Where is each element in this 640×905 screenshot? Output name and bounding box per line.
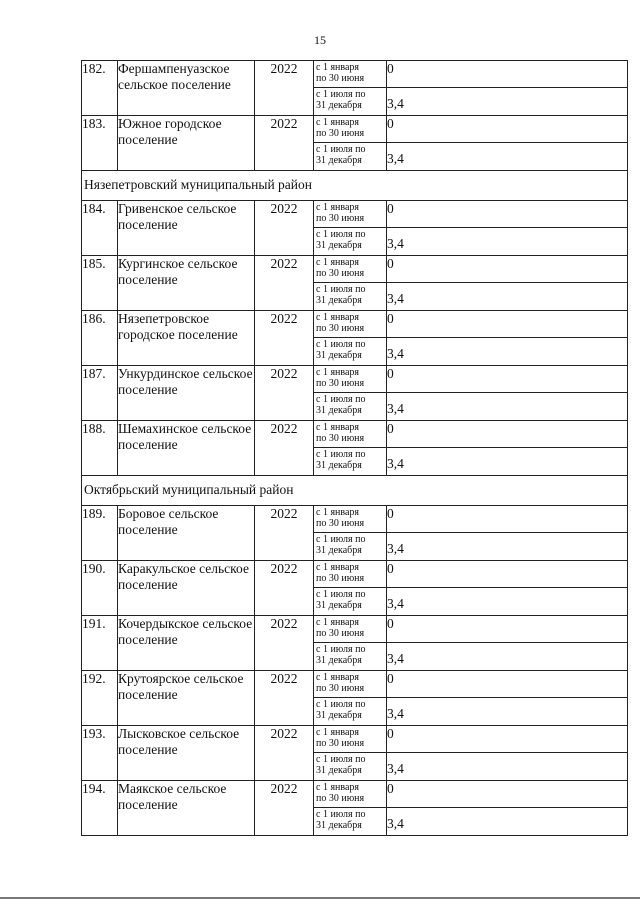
entry-year: 2022 [255, 561, 314, 616]
period-line: с 1 июля по [316, 534, 366, 545]
period-cell-second [314, 338, 387, 366]
settlement-name: Кургинское сельское поселение [118, 256, 255, 311]
value-first-half: 0 [387, 311, 628, 338]
period-line: с 1 июля по [316, 644, 366, 655]
period-cell-first [314, 311, 387, 338]
value-second-half: 3,4 [387, 753, 628, 781]
entry-number: 186. [82, 311, 118, 366]
table-row [82, 366, 628, 393]
period-line: 31 декабря [316, 710, 362, 721]
settlement-name: Южное городское поселение [118, 116, 255, 171]
period-line: 31 декабря [316, 820, 362, 831]
value-first-half: 0 [387, 561, 628, 588]
period-line: с 1 января [316, 617, 360, 628]
settlement-name: Маякское сельское поселение [118, 781, 255, 836]
entry-number: 190. [82, 561, 118, 616]
value-first-half: 0 [387, 201, 628, 228]
entry-year: 2022 [255, 616, 314, 671]
table-row [82, 781, 628, 808]
table-row [82, 561, 628, 588]
value-first-half: 0 [387, 421, 628, 448]
period-cell-second [314, 588, 387, 616]
value-second-half: 3,4 [387, 228, 628, 256]
period-line: с 1 января [316, 562, 360, 573]
period-cell-first [314, 561, 387, 588]
period-line: по 30 июня [316, 573, 365, 584]
period-line: с 1 января [316, 422, 360, 433]
period-cell-second [314, 228, 387, 256]
period-line: с 1 января [316, 367, 360, 378]
entry-year: 2022 [255, 506, 314, 561]
period-cell-second [314, 448, 387, 476]
entry-number: 182. [82, 61, 118, 116]
period-cell-second [314, 88, 387, 116]
period-line: с 1 июля по [316, 144, 366, 155]
period-line: 31 декабря [316, 295, 362, 306]
period-cell-second [314, 393, 387, 421]
period-line: 31 декабря [316, 240, 362, 251]
period-line: 31 декабря [316, 405, 362, 416]
period-line: по 30 июня [316, 268, 365, 279]
table-row [82, 61, 628, 88]
period-line: 31 декабря [316, 655, 362, 666]
period-cell-second [314, 283, 387, 311]
period-cell-first [314, 781, 387, 808]
period-line: 31 декабря [316, 600, 362, 611]
value-second-half: 3,4 [387, 338, 628, 366]
period-line: по 30 июня [316, 793, 365, 804]
value-first-half: 0 [387, 366, 628, 393]
period-line: по 30 июня [316, 128, 365, 139]
value-first-half: 0 [387, 616, 628, 643]
value-second-half: 3,4 [387, 808, 628, 836]
value-first-half: 0 [387, 116, 628, 143]
period-cell-second [314, 808, 387, 836]
entry-year: 2022 [255, 311, 314, 366]
entry-year: 2022 [255, 116, 314, 171]
period-line: с 1 января [316, 507, 360, 518]
period-line: с 1 января [316, 312, 360, 323]
value-first-half: 0 [387, 671, 628, 698]
page-number: 15 [314, 33, 326, 47]
period-line: с 1 июля по [316, 449, 366, 460]
table-row [82, 671, 628, 698]
settlement-name: Кочердыкское сельское поселение [118, 616, 255, 671]
table-row [82, 506, 628, 533]
period-line: с 1 июля по [316, 754, 366, 765]
entry-year: 2022 [255, 256, 314, 311]
period-line: с 1 июля по [316, 89, 366, 100]
table-row [82, 421, 628, 448]
entry-number: 189. [82, 506, 118, 561]
period-line: с 1 января [316, 727, 360, 738]
period-line: по 30 июня [316, 738, 365, 749]
period-line: 31 декабря [316, 155, 362, 166]
period-cell-first [314, 366, 387, 393]
value-second-half: 3,4 [387, 448, 628, 476]
period-line: с 1 января [316, 202, 360, 213]
period-line: по 30 июня [316, 73, 365, 84]
period-line: с 1 июля по [316, 284, 366, 295]
tariff-table-body [82, 61, 628, 836]
table-row [82, 616, 628, 643]
value-second-half: 3,4 [387, 143, 628, 171]
entry-year: 2022 [255, 781, 314, 836]
period-line: 31 декабря [316, 350, 362, 361]
period-cell-first [314, 201, 387, 228]
value-first-half: 0 [387, 61, 628, 88]
value-second-half: 3,4 [387, 588, 628, 616]
period-line: 31 декабря [316, 545, 362, 556]
value-second-half: 3,4 [387, 393, 628, 421]
entry-number: 194. [82, 781, 118, 836]
period-cell-first [314, 616, 387, 643]
entry-year: 2022 [255, 61, 314, 116]
period-cell-first [314, 61, 387, 88]
settlement-name: Боровое сельское поселение [118, 506, 255, 561]
settlement-name: Лысковское сельское поселение [118, 726, 255, 781]
settlement-name: Гривенское сельское поселение [118, 201, 255, 256]
settlement-name: Фершампенуазское сельское поселение [118, 61, 255, 116]
district-name: Октябрьский муниципальный район [82, 476, 628, 506]
period-line: с 1 июля по [316, 339, 366, 350]
entry-year: 2022 [255, 201, 314, 256]
value-second-half: 3,4 [387, 283, 628, 311]
value-first-half: 0 [387, 506, 628, 533]
period-line: с 1 июля по [316, 809, 366, 820]
period-cell-second [314, 643, 387, 671]
entry-year: 2022 [255, 366, 314, 421]
district-name: Нязепетровский муниципальный район [82, 171, 628, 201]
period-line: с 1 января [316, 672, 360, 683]
entry-number: 188. [82, 421, 118, 476]
period-line: по 30 июня [316, 323, 365, 334]
table-row [82, 311, 628, 338]
period-cell-second [314, 698, 387, 726]
tariff-table [81, 60, 628, 836]
period-line: с 1 января [316, 62, 360, 73]
scan-bottom-edge [0, 897, 640, 899]
period-line: 31 декабря [316, 460, 362, 471]
period-line: с 1 января [316, 257, 360, 268]
period-cell-second [314, 143, 387, 171]
period-cell-first [314, 671, 387, 698]
period-line: с 1 июля по [316, 394, 366, 405]
entry-number: 184. [82, 201, 118, 256]
value-first-half: 0 [387, 726, 628, 753]
period-line: по 30 июня [316, 378, 365, 389]
table-row [82, 726, 628, 753]
period-line: по 30 июня [316, 683, 365, 694]
settlement-name: Каракульское сельское поселение [118, 561, 255, 616]
period-cell-first [314, 506, 387, 533]
settlement-name: Крутоярское сельское поселение [118, 671, 255, 726]
settlement-name: Шемахинское сельское поселение [118, 421, 255, 476]
period-line: 31 декабря [316, 100, 362, 111]
district-row [82, 171, 628, 201]
value-second-half: 3,4 [387, 643, 628, 671]
entry-number: 187. [82, 366, 118, 421]
period-cell-first [314, 421, 387, 448]
period-line: с 1 июля по [316, 589, 366, 600]
entry-year: 2022 [255, 726, 314, 781]
table-row [82, 116, 628, 143]
value-first-half: 0 [387, 781, 628, 808]
district-row [82, 476, 628, 506]
settlement-name: Ункурдинское сельское поселение [118, 366, 255, 421]
period-cell-second [314, 753, 387, 781]
period-line: с 1 июля по [316, 229, 366, 240]
entry-number: 185. [82, 256, 118, 311]
period-line: с 1 января [316, 782, 360, 793]
period-line: 31 декабря [316, 765, 362, 776]
settlement-name: Нязепетровское городское поселение [118, 311, 255, 366]
entry-number: 193. [82, 726, 118, 781]
entry-number: 192. [82, 671, 118, 726]
period-cell-first [314, 256, 387, 283]
table-row [82, 256, 628, 283]
period-line: с 1 июля по [316, 699, 366, 710]
period-line: по 30 июня [316, 628, 365, 639]
entry-year: 2022 [255, 671, 314, 726]
period-line: по 30 июня [316, 518, 365, 529]
period-line: с 1 января [316, 117, 360, 128]
value-second-half: 3,4 [387, 88, 628, 116]
period-cell-first [314, 116, 387, 143]
value-second-half: 3,4 [387, 698, 628, 726]
value-second-half: 3,4 [387, 533, 628, 561]
period-line: по 30 июня [316, 433, 365, 444]
value-first-half: 0 [387, 256, 628, 283]
period-cell-first [314, 726, 387, 753]
entry-number: 191. [82, 616, 118, 671]
entry-year: 2022 [255, 421, 314, 476]
period-cell-second [314, 533, 387, 561]
period-line: по 30 июня [316, 213, 365, 224]
entry-number: 183. [82, 116, 118, 171]
table-row [82, 201, 628, 228]
